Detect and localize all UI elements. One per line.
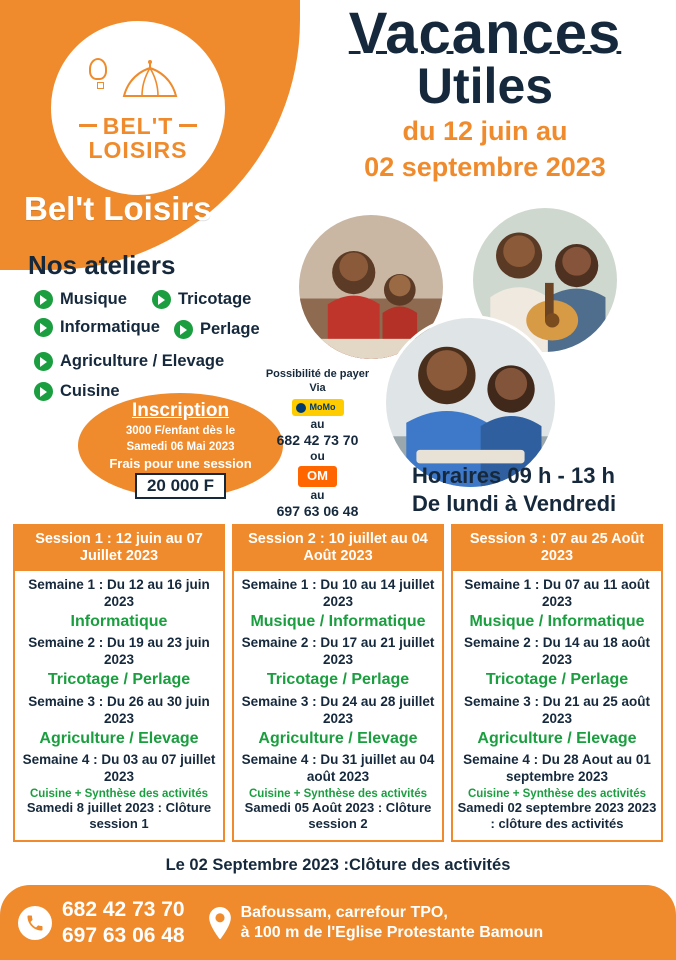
- hours-block: [412, 462, 616, 517]
- arrow-icon: [34, 382, 53, 401]
- location-pin-icon: [207, 907, 233, 939]
- payment-number-2: 697 63 06 48: [276, 502, 359, 519]
- footer-phone-2: 697 63 06 48: [62, 923, 185, 947]
- om-label: OM: [307, 468, 328, 484]
- session-synthese: Cuisine + Synthèse des activités: [248, 788, 427, 801]
- week-activity: Agriculture / Elevage: [258, 729, 418, 747]
- payment-line2: Via: [309, 381, 326, 394]
- week-activity: Agriculture / Elevage: [477, 729, 637, 747]
- sessions-container: [13, 524, 663, 842]
- session-cloture: Samedi 02 septembre 2023 2023 : clôture des activités: [457, 800, 657, 832]
- logo-name-line1: BEL'T: [79, 114, 198, 138]
- logo: [48, 18, 228, 198]
- week-activity: Agriculture / Elevage: [39, 729, 199, 747]
- footer-phones: [62, 897, 185, 948]
- workshop-label: Cuisine: [60, 382, 120, 400]
- hours-line1: Horaires 09 h - 13 h: [412, 463, 615, 488]
- payment-or: ou: [310, 449, 325, 464]
- workshops-title: Nos ateliers: [28, 250, 176, 280]
- week-label: Semaine 4 : Du 28 Aout au 01 septembre 2023: [463, 752, 651, 785]
- arrow-icon: [34, 290, 53, 309]
- workshop-item-cuisine: [34, 382, 120, 401]
- logo-name-line2: LOISIRS: [88, 137, 188, 163]
- logo-dash-left: [79, 124, 97, 127]
- week-label: Semaine 1 : Du 07 au 11 août 2023: [464, 576, 650, 609]
- inscription-subtitle-1: 3000 F/enfant dès le: [125, 425, 236, 437]
- week-label: Semaine 1 : Du 12 au 16 juin 2023: [28, 576, 210, 609]
- footer-address-line1: Bafoussam, carrefour TPO,: [240, 903, 448, 921]
- payment-number-1: 682 42 73 70: [276, 431, 359, 448]
- session-body: [234, 571, 442, 840]
- week-label: Semaine 4 : Du 31 juillet au 04 août 2023: [241, 752, 435, 785]
- week-label: Semaine 2 : Du 19 au 23 juin 2023: [28, 635, 210, 668]
- inscription-title: Inscription: [131, 400, 230, 421]
- session-synthese: Cuisine + Synthèse des activités: [467, 788, 646, 801]
- session-cloture: Samedi 05 Août 2023 : Clôture session 2: [244, 800, 432, 832]
- week-label: Semaine 3 : Du 21 au 25 août 2023: [463, 693, 651, 726]
- arrow-icon: [152, 290, 171, 309]
- footer-phone-1: 682 42 73 70: [62, 897, 185, 921]
- workshop-item-perlage: [174, 320, 260, 339]
- week-activity: Informatique: [70, 612, 168, 630]
- session-header: Session 2 : 10 juillet au 04 Août 2023: [234, 526, 442, 571]
- workshop-label: Musique: [60, 290, 127, 308]
- payment-block: [250, 368, 385, 520]
- momo-label: MoMo: [309, 401, 336, 412]
- week-activity: Tricotage / Perlage: [47, 671, 191, 689]
- workshop-label: Tricotage: [178, 290, 252, 308]
- session-body: [453, 571, 661, 840]
- workshop-item-tricotage: [152, 290, 251, 309]
- session-header: Session 3 : 07 au 25 Août 2023: [453, 526, 661, 571]
- week-label: Semaine 3 : Du 24 au 28 juillet 2023: [241, 693, 435, 726]
- workshop-item-musique: [34, 290, 127, 309]
- session-synthese: Cuisine + Synthèse des activités: [29, 788, 208, 801]
- headline-dates-line2: 02 septembre 2023: [364, 151, 606, 182]
- week-label: Semaine 3 : Du 26 au 30 juin 2023: [28, 693, 210, 726]
- headline-line2: Utiles: [416, 57, 554, 114]
- session-cloture: Samedi 8 juillet 2023 : Clôture session 1: [26, 800, 212, 832]
- hot-air-balloon-icon: [89, 58, 107, 80]
- week-label: Semaine 2 : Du 17 au 21 juillet 2023: [241, 635, 435, 668]
- week-activity: Musique / Informatique: [250, 612, 426, 630]
- session-body: [15, 571, 223, 840]
- workshop-label: Agriculture / Elevage: [60, 352, 225, 370]
- arrow-icon: [34, 318, 53, 337]
- session-card-1: [13, 524, 225, 842]
- week-label: Semaine 4 : Du 03 au 07 juillet 2023: [22, 752, 216, 785]
- momo-logo-icon: [292, 399, 344, 416]
- workshop-label: Perlage: [200, 320, 260, 338]
- circus-tent-icon: [118, 60, 182, 100]
- inscription-subtitle-2: Samedi 06 Mai 2023: [126, 441, 235, 454]
- week-activity: Tricotage / Perlage: [485, 671, 629, 689]
- workshop-label: Informatique: [60, 318, 160, 336]
- headline: [300, 1, 670, 182]
- orange-money-logo-icon: [298, 466, 337, 486]
- closing-note: Le 02 Septembre 2023 :Clôture des activités: [165, 856, 511, 874]
- inscription-price: 20 000 F: [135, 473, 226, 499]
- payment-au-1: au: [310, 416, 325, 431]
- week-activity: Tricotage / Perlage: [266, 671, 410, 689]
- inscription-fee-label: Frais pour une session: [109, 455, 252, 471]
- headline-dates-line1: du 12 juin au: [402, 115, 568, 146]
- payment-line1: Possibilité de payer: [265, 368, 370, 380]
- footer: [0, 885, 676, 960]
- logo-graphic: [73, 54, 203, 114]
- payment-au-2: au: [310, 487, 325, 502]
- session-card-2: [232, 524, 444, 842]
- phone-icon: [18, 906, 52, 940]
- week-activity: Musique / Informatique: [469, 612, 645, 630]
- week-label: Semaine 1 : Du 10 au 14 juillet 2023: [241, 576, 435, 609]
- brand-title: Bel't Loisirs: [24, 190, 212, 227]
- arrow-icon: [34, 352, 53, 371]
- workshop-item-agriculture-elevage: [34, 352, 224, 371]
- hours-line2: De lundi à Vendredi: [412, 490, 617, 516]
- footer-address-line2: à 100 m de l'Eglise Protestante Bamoun: [240, 923, 544, 941]
- week-label: Semaine 2 : Du 14 au 18 août 2023: [463, 635, 651, 668]
- headline-line1: Vacances: [348, 1, 622, 66]
- session-header: Session 1 : 12 juin au 07 Juillet 2023: [15, 526, 223, 571]
- session-card-3: [451, 524, 663, 842]
- logo-dash-right: [179, 124, 197, 127]
- arrow-icon: [174, 320, 193, 339]
- footer-address: [241, 903, 544, 943]
- workshop-item-informatique: [34, 318, 160, 337]
